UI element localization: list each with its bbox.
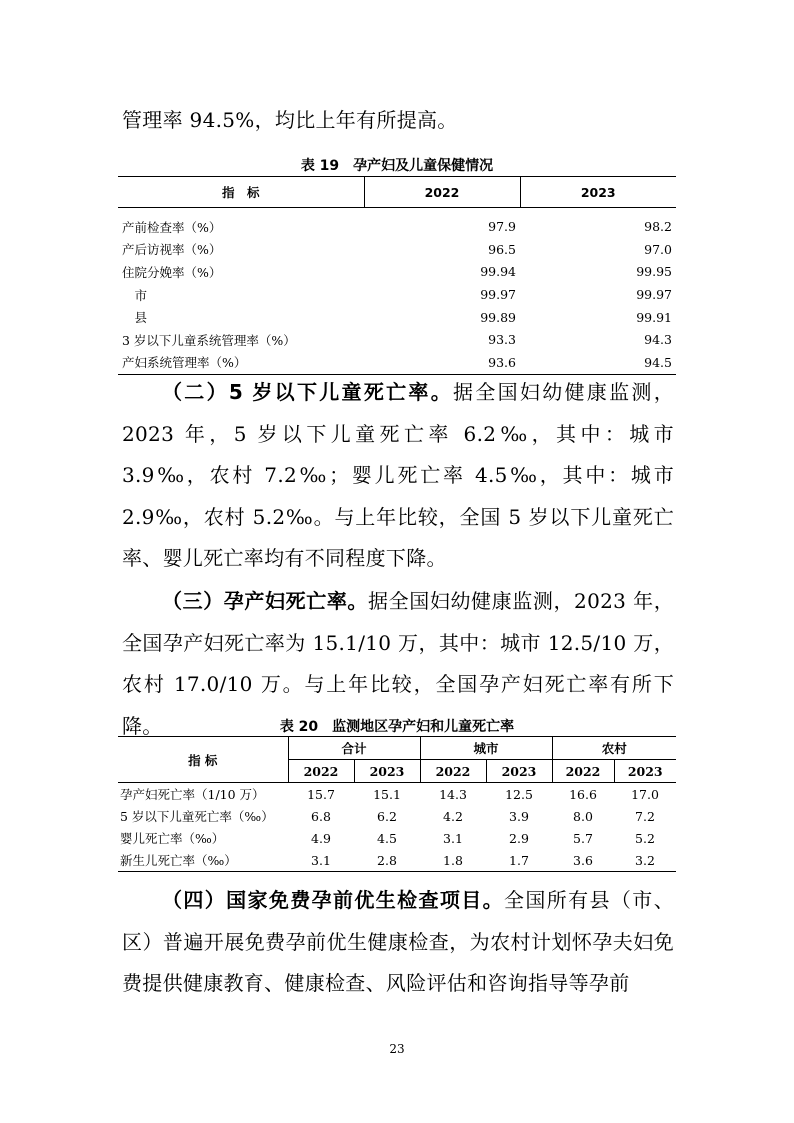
table-cell: 2.9 [509,830,529,846]
table-row [118,261,676,284]
year-header: 2022 [288,760,354,783]
value-2022: 93.3 [488,332,516,348]
table-row [118,827,676,849]
section-2-heading: （二）5 岁以下儿童死亡率。 [162,380,454,404]
year-header: 2023 [486,760,552,783]
table20 [118,736,676,872]
value-2023: 98.2 [644,219,672,235]
table-cell: 5.7 [573,830,593,846]
section-4-body: 全国所有县（市、区）普遍开展免费孕前优生健康检查，为农村计划怀孕夫妇免费提供健康教育、健康检查、风险评估和咨询指导等孕前 [122,888,674,995]
table19-header-2023: 2023 [520,177,676,208]
row-label: 3 岁以下儿童系统管理率（%） [122,332,296,348]
table-cell: 7.2 [635,808,655,824]
table20-group-rural: 农村 [552,737,676,760]
table-cell: 1.8 [443,852,463,868]
year-header: 2023 [614,760,676,783]
row-label: 市 [122,287,148,303]
value-2023: 99.97 [636,287,672,303]
row-label: 5 岁以下儿童死亡率（‰） [120,809,274,824]
table-row [118,238,676,261]
value-2022: 93.6 [488,354,516,370]
table-cell: 3.1 [443,830,463,846]
row-label: 产妇系统管理率（%） [122,355,247,371]
intro-paragraph: 管理率 94.5%，均比上年有所提高。 [122,108,458,132]
row-label: 婴儿死亡率（‰） [120,831,225,846]
table20-group-total: 合计 [288,737,420,760]
page-number: 23 [389,1042,405,1056]
row-label: 产后访视率（%） [122,242,222,258]
table-row [118,306,676,329]
table20-header-indicator: 指 标 [118,737,288,783]
table20-caption: 表 20 监测地区孕产妇和儿童死亡率 [279,719,515,735]
table-cell: 16.6 [569,786,597,802]
section-3-body: 据全国妇幼健康监测，2023 年，全国孕产妇死亡率为 15.1/10 万，其中：城市 12.5/10 万，农村 17.0/10 万。与上年比较，全国孕产妇死亡率有所下降。 [122,589,675,738]
table-cell: 1.7 [509,852,529,868]
table-cell: 4.5 [377,830,397,846]
table-row [118,805,676,827]
value-2023: 97.0 [644,241,672,257]
table-row [118,216,676,239]
table-cell: 2.8 [377,852,397,868]
table20-group-row [118,737,676,760]
table-row [118,283,676,306]
value-2022: 99.97 [480,287,516,303]
table19-caption: 表 19 孕产妇及儿童保健情况 [300,158,494,174]
table-cell: 3.6 [573,852,593,868]
table19-header-row [118,177,676,208]
table-row [118,849,676,872]
table19-header-indicator: 指 标 [118,177,364,208]
table19 [118,176,676,375]
row-label: 产前检查率（%） [122,219,222,235]
table-cell: 5.2 [635,830,655,846]
section-2-paragraph [122,372,674,580]
section-2-body: 据全国妇幼健康监测，2023 年，5 岁以下儿童死亡率 6.2‰，其中：城市 3.9‰，农村 7.2‰；婴儿死亡率 4.5‰，其中：城市 2.9‰，农村 5.2‰。与上年比较，全国 5 岁以下儿童死亡率、婴儿死亡率均有不同程度下降。 [122,380,674,570]
table-cell: 6.8 [311,808,331,824]
value-2022: 99.89 [480,309,516,325]
table-cell: 3.9 [509,808,529,824]
table-cell: 4.9 [311,830,331,846]
table-row [118,783,676,806]
table-cell: 14.3 [439,786,467,802]
section-4-heading: （四）国家免费孕前优生检查项目。 [162,888,505,912]
row-label: 县 [122,310,148,326]
table-row [118,328,676,351]
value-2022: 99.94 [480,264,516,280]
row-label: 新生儿死亡率（‰） [120,853,237,868]
table-cell: 6.2 [377,808,397,824]
table-cell: 17.0 [631,786,659,802]
row-label: 住院分娩率（%） [122,264,222,280]
value-2022: 97.9 [488,219,516,235]
value-2023: 94.3 [644,332,672,348]
value-2023: 99.95 [636,264,672,280]
table-cell: 3.2 [635,852,655,868]
year-header: 2022 [552,760,614,783]
table-cell: 15.1 [373,786,401,802]
year-header: 2023 [354,760,420,783]
table20-group-city: 城市 [420,737,552,760]
table-cell: 8.0 [573,808,593,824]
table-cell: 12.5 [505,786,533,802]
value-2023: 99.91 [636,309,672,325]
row-label: 孕产妇死亡率（1/10 万） [120,787,265,802]
table-cell: 15.7 [307,786,335,802]
year-header: 2022 [420,760,486,783]
value-2022: 96.5 [488,241,516,257]
table-cell: 4.2 [443,808,463,824]
section-3-heading: （三）孕产妇死亡率。 [162,589,369,613]
table-row [118,351,676,374]
section-4-paragraph [122,880,674,1005]
table19-header-2022: 2022 [364,177,520,208]
table-cell: 3.1 [311,852,331,868]
value-2023: 94.5 [644,354,672,370]
